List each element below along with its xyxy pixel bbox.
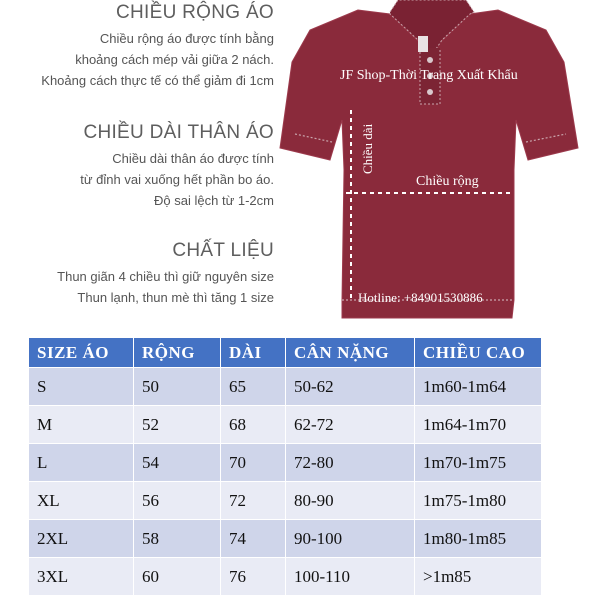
width-line-1: Chiều rộng áo được tính bằng: [99, 31, 274, 46]
cell-size: XL: [29, 482, 134, 520]
length-line-1: Chiều dài thân áo được tính: [112, 151, 274, 166]
shop-label: JF Shop-Thời Trang Xuất Khẩu: [340, 68, 518, 83]
cell-size: S: [29, 368, 134, 406]
material-title: CHẤT LIỆU: [172, 240, 274, 261]
cell-length: 72: [221, 482, 286, 520]
cell-length: 76: [221, 558, 286, 596]
header-weight: CÂN NẶNG: [286, 338, 415, 368]
table-header-row: [29, 338, 542, 368]
material-line-2: Thun lạnh, thun mè thì tăng 1 size: [77, 290, 274, 305]
cell-size: L: [29, 444, 134, 482]
table-row: [29, 558, 542, 596]
width-label: Chiều rộng: [416, 174, 479, 189]
cell-length: 65: [221, 368, 286, 406]
table-row: [29, 368, 542, 406]
cell-size: 2XL: [29, 520, 134, 558]
cell-height: 1m60-1m64: [415, 368, 542, 406]
length-title: CHIỀU DÀI THÂN ÁO: [83, 122, 274, 143]
cell-width: 56: [134, 482, 221, 520]
table-row: [29, 520, 542, 558]
size-table: [28, 337, 542, 596]
cell-width: 60: [134, 558, 221, 596]
cell-size: 3XL: [29, 558, 134, 596]
cell-weight: 90-100: [286, 520, 415, 558]
cell-height: 1m75-1m80: [415, 482, 542, 520]
length-line-2: từ đỉnh vai xuống hết phần bo áo.: [80, 172, 274, 187]
length-line-3: Độ sai lệch từ 1-2cm: [154, 193, 274, 208]
header-size: SIZE ÁO: [29, 338, 134, 368]
cell-weight: 50-62: [286, 368, 415, 406]
cell-width: 58: [134, 520, 221, 558]
length-label: Chiều dài: [360, 123, 375, 174]
cell-width: 54: [134, 444, 221, 482]
header-length: DÀI: [221, 338, 286, 368]
cell-width: 52: [134, 406, 221, 444]
width-line-3: Khoảng cách thực tế có thể giảm đi 1cm: [41, 73, 274, 88]
material-info: [57, 240, 274, 308]
cell-width: 50: [134, 368, 221, 406]
polo-shirt-image: [270, 0, 594, 326]
cell-height: >1m85: [415, 558, 542, 596]
cell-length: 70: [221, 444, 286, 482]
table-row: [29, 482, 542, 520]
header-height: CHIỀU CAO: [415, 338, 542, 368]
length-info: [80, 122, 274, 211]
cell-height: 1m80-1m85: [415, 520, 542, 558]
cell-length: 74: [221, 520, 286, 558]
width-title: CHIỀU RỘNG ÁO: [115, 2, 274, 23]
width-line-2: khoảng cách mép vải giữa 2 nách.: [75, 52, 274, 67]
cell-weight: 80-90: [286, 482, 415, 520]
table-row: [29, 406, 542, 444]
width-info: [41, 2, 274, 91]
hotline-label: Hotline: +84901530886: [358, 290, 483, 305]
cell-weight: 62-72: [286, 406, 415, 444]
cell-length: 68: [221, 406, 286, 444]
material-line-1: Thun giãn 4 chiều thì giữ nguyên size: [57, 269, 274, 284]
header-width: RỘNG: [134, 338, 221, 368]
cell-weight: 72-80: [286, 444, 415, 482]
cell-weight: 100-110: [286, 558, 415, 596]
cell-size: M: [29, 406, 134, 444]
cell-height: 1m70-1m75: [415, 444, 542, 482]
table-row: [29, 444, 542, 482]
cell-height: 1m64-1m70: [415, 406, 542, 444]
